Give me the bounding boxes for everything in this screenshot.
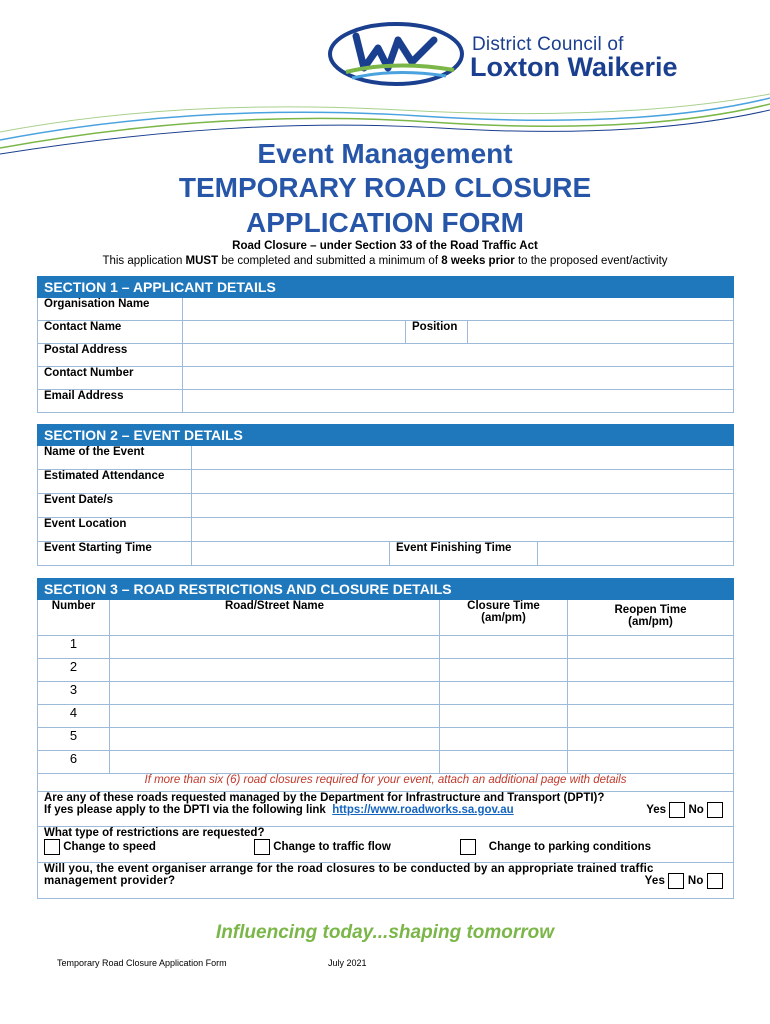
dpti-link[interactable]: https://www.roadworks.sa.gov.au xyxy=(332,804,514,816)
dpti-yes-checkbox[interactable] xyxy=(669,802,685,818)
dpti-no-label: No xyxy=(688,804,704,817)
reopen-time-field[interactable] xyxy=(568,751,734,774)
location-field[interactable] xyxy=(192,518,734,542)
postal-field[interactable] xyxy=(183,344,734,367)
section3-table xyxy=(37,578,734,899)
section2-table xyxy=(37,424,734,566)
closure-time-field[interactable] xyxy=(440,682,568,705)
trained-no-checkbox[interactable] xyxy=(707,873,723,889)
org-name-line1: District Council of xyxy=(472,34,624,55)
page-title-line3: APPLICATION FORM xyxy=(246,207,524,238)
traffic-flow-label: Change to traffic flow xyxy=(273,841,391,854)
start-time-field[interactable] xyxy=(192,542,390,566)
position-label: Position xyxy=(406,321,468,344)
road-name-field[interactable] xyxy=(110,659,440,682)
email-field[interactable] xyxy=(183,390,734,413)
more-closures-note: If more than six (6) road closures required for your event, attach an additional page with details xyxy=(38,774,734,792)
position-field[interactable] xyxy=(468,321,734,344)
closure-time-field[interactable] xyxy=(440,728,568,751)
closure-time-field[interactable] xyxy=(440,751,568,774)
reopen-time-field[interactable] xyxy=(568,728,734,751)
trained-yes-label: Yes xyxy=(644,875,666,888)
reopen-time-field[interactable] xyxy=(568,705,734,728)
finish-time-field[interactable] xyxy=(538,542,734,566)
row-number: 3 xyxy=(38,682,110,705)
trained-yes-checkbox[interactable] xyxy=(668,873,684,889)
dpti-no-checkbox[interactable] xyxy=(707,802,723,818)
submission-note: This application MUST be completed and submitted a minimum of 8 weeks prior to the proposed event/activity xyxy=(102,255,668,267)
col-road-header: Road/Street Name xyxy=(110,600,440,636)
postal-label: Postal Address xyxy=(38,344,183,367)
email-label: Email Address xyxy=(38,390,183,413)
trained-provider-question: Will you, the event organiser arrange for the road closures to be conducted by an appropriate trained traffic management provider? Yes No xyxy=(38,863,734,899)
start-time-label: Event Starting Time xyxy=(38,542,192,566)
contact-name-field[interactable] xyxy=(183,321,406,344)
trained-no-label: No xyxy=(687,875,704,888)
council-logo xyxy=(326,22,466,92)
location-label: Event Location xyxy=(38,518,192,542)
traffic-flow-checkbox[interactable] xyxy=(254,839,270,855)
footer-form-name: Temporary Road Closure Application Form xyxy=(57,958,227,968)
page-title-line2: TEMPORARY ROAD CLOSURE xyxy=(178,172,592,203)
dates-label: Event Date/s xyxy=(38,494,192,518)
speed-label: Change to speed xyxy=(63,841,156,854)
attendance-label: Estimated Attendance xyxy=(38,470,192,494)
attendance-field[interactable] xyxy=(192,470,734,494)
event-name-field[interactable] xyxy=(192,446,734,470)
parking-checkbox[interactable] xyxy=(460,839,476,855)
finish-time-label: Event Finishing Time xyxy=(390,542,538,566)
row-number: 6 xyxy=(38,751,110,774)
road-name-field[interactable] xyxy=(110,636,440,659)
road-name-field[interactable] xyxy=(110,682,440,705)
col-number-header: Number xyxy=(38,600,110,636)
section2-heading: SECTION 2 – EVENT DETAILS xyxy=(38,425,734,446)
road-name-field[interactable] xyxy=(110,751,440,774)
contact-number-label: Contact Number xyxy=(38,367,183,390)
reopen-time-field[interactable] xyxy=(568,636,734,659)
footer-date: July 2021 xyxy=(328,958,367,968)
row-number: 2 xyxy=(38,659,110,682)
row-number: 1 xyxy=(38,636,110,659)
parking-label: Change to parking conditions xyxy=(488,841,652,854)
reopen-time-field[interactable] xyxy=(568,682,734,705)
organisation-field[interactable] xyxy=(183,298,734,321)
col-reopen-header: Reopen Time (am/pm) xyxy=(568,600,734,636)
page-title-line1: Event Management xyxy=(257,138,513,169)
tagline: Influencing today...shaping tomorrow xyxy=(215,922,555,943)
section1-table xyxy=(37,276,734,413)
row-number: 4 xyxy=(38,705,110,728)
reopen-time-field[interactable] xyxy=(568,659,734,682)
dpti-question: Are any of these roads requested managed by the Department for Infrastructure and Transport (DPTI)? If yes please apply to the DPTI via the following link https://www.roadworks.sa.gov.au Yes No xyxy=(38,792,734,827)
road-name-field[interactable] xyxy=(110,705,440,728)
closure-time-field[interactable] xyxy=(440,705,568,728)
closure-time-field[interactable] xyxy=(440,659,568,682)
dates-field[interactable] xyxy=(192,494,734,518)
organisation-label: Organisation Name xyxy=(38,298,183,321)
closure-time-field[interactable] xyxy=(440,636,568,659)
contact-name-label: Contact Name xyxy=(38,321,183,344)
row-number: 5 xyxy=(38,728,110,751)
restrictions-question: What type of restrictions are requested? Change to speed Change to traffic flow Change to parking conditions xyxy=(38,827,734,863)
contact-number-field[interactable] xyxy=(183,367,734,390)
road-name-field[interactable] xyxy=(110,728,440,751)
dpti-yes-label: Yes xyxy=(646,804,667,817)
event-name-label: Name of the Event xyxy=(38,446,192,470)
org-name-line2: Loxton Waikerie xyxy=(470,52,678,82)
section1-heading: SECTION 1 – APPLICANT DETAILS xyxy=(38,277,734,298)
speed-checkbox[interactable] xyxy=(44,839,60,855)
col-closure-header: Closure Time (am/pm) xyxy=(440,600,568,636)
section3-heading: SECTION 3 – ROAD RESTRICTIONS AND CLOSURE DETAILS xyxy=(38,579,734,600)
subtitle: Road Closure – under Section 33 of the Road Traffic Act xyxy=(232,240,538,252)
